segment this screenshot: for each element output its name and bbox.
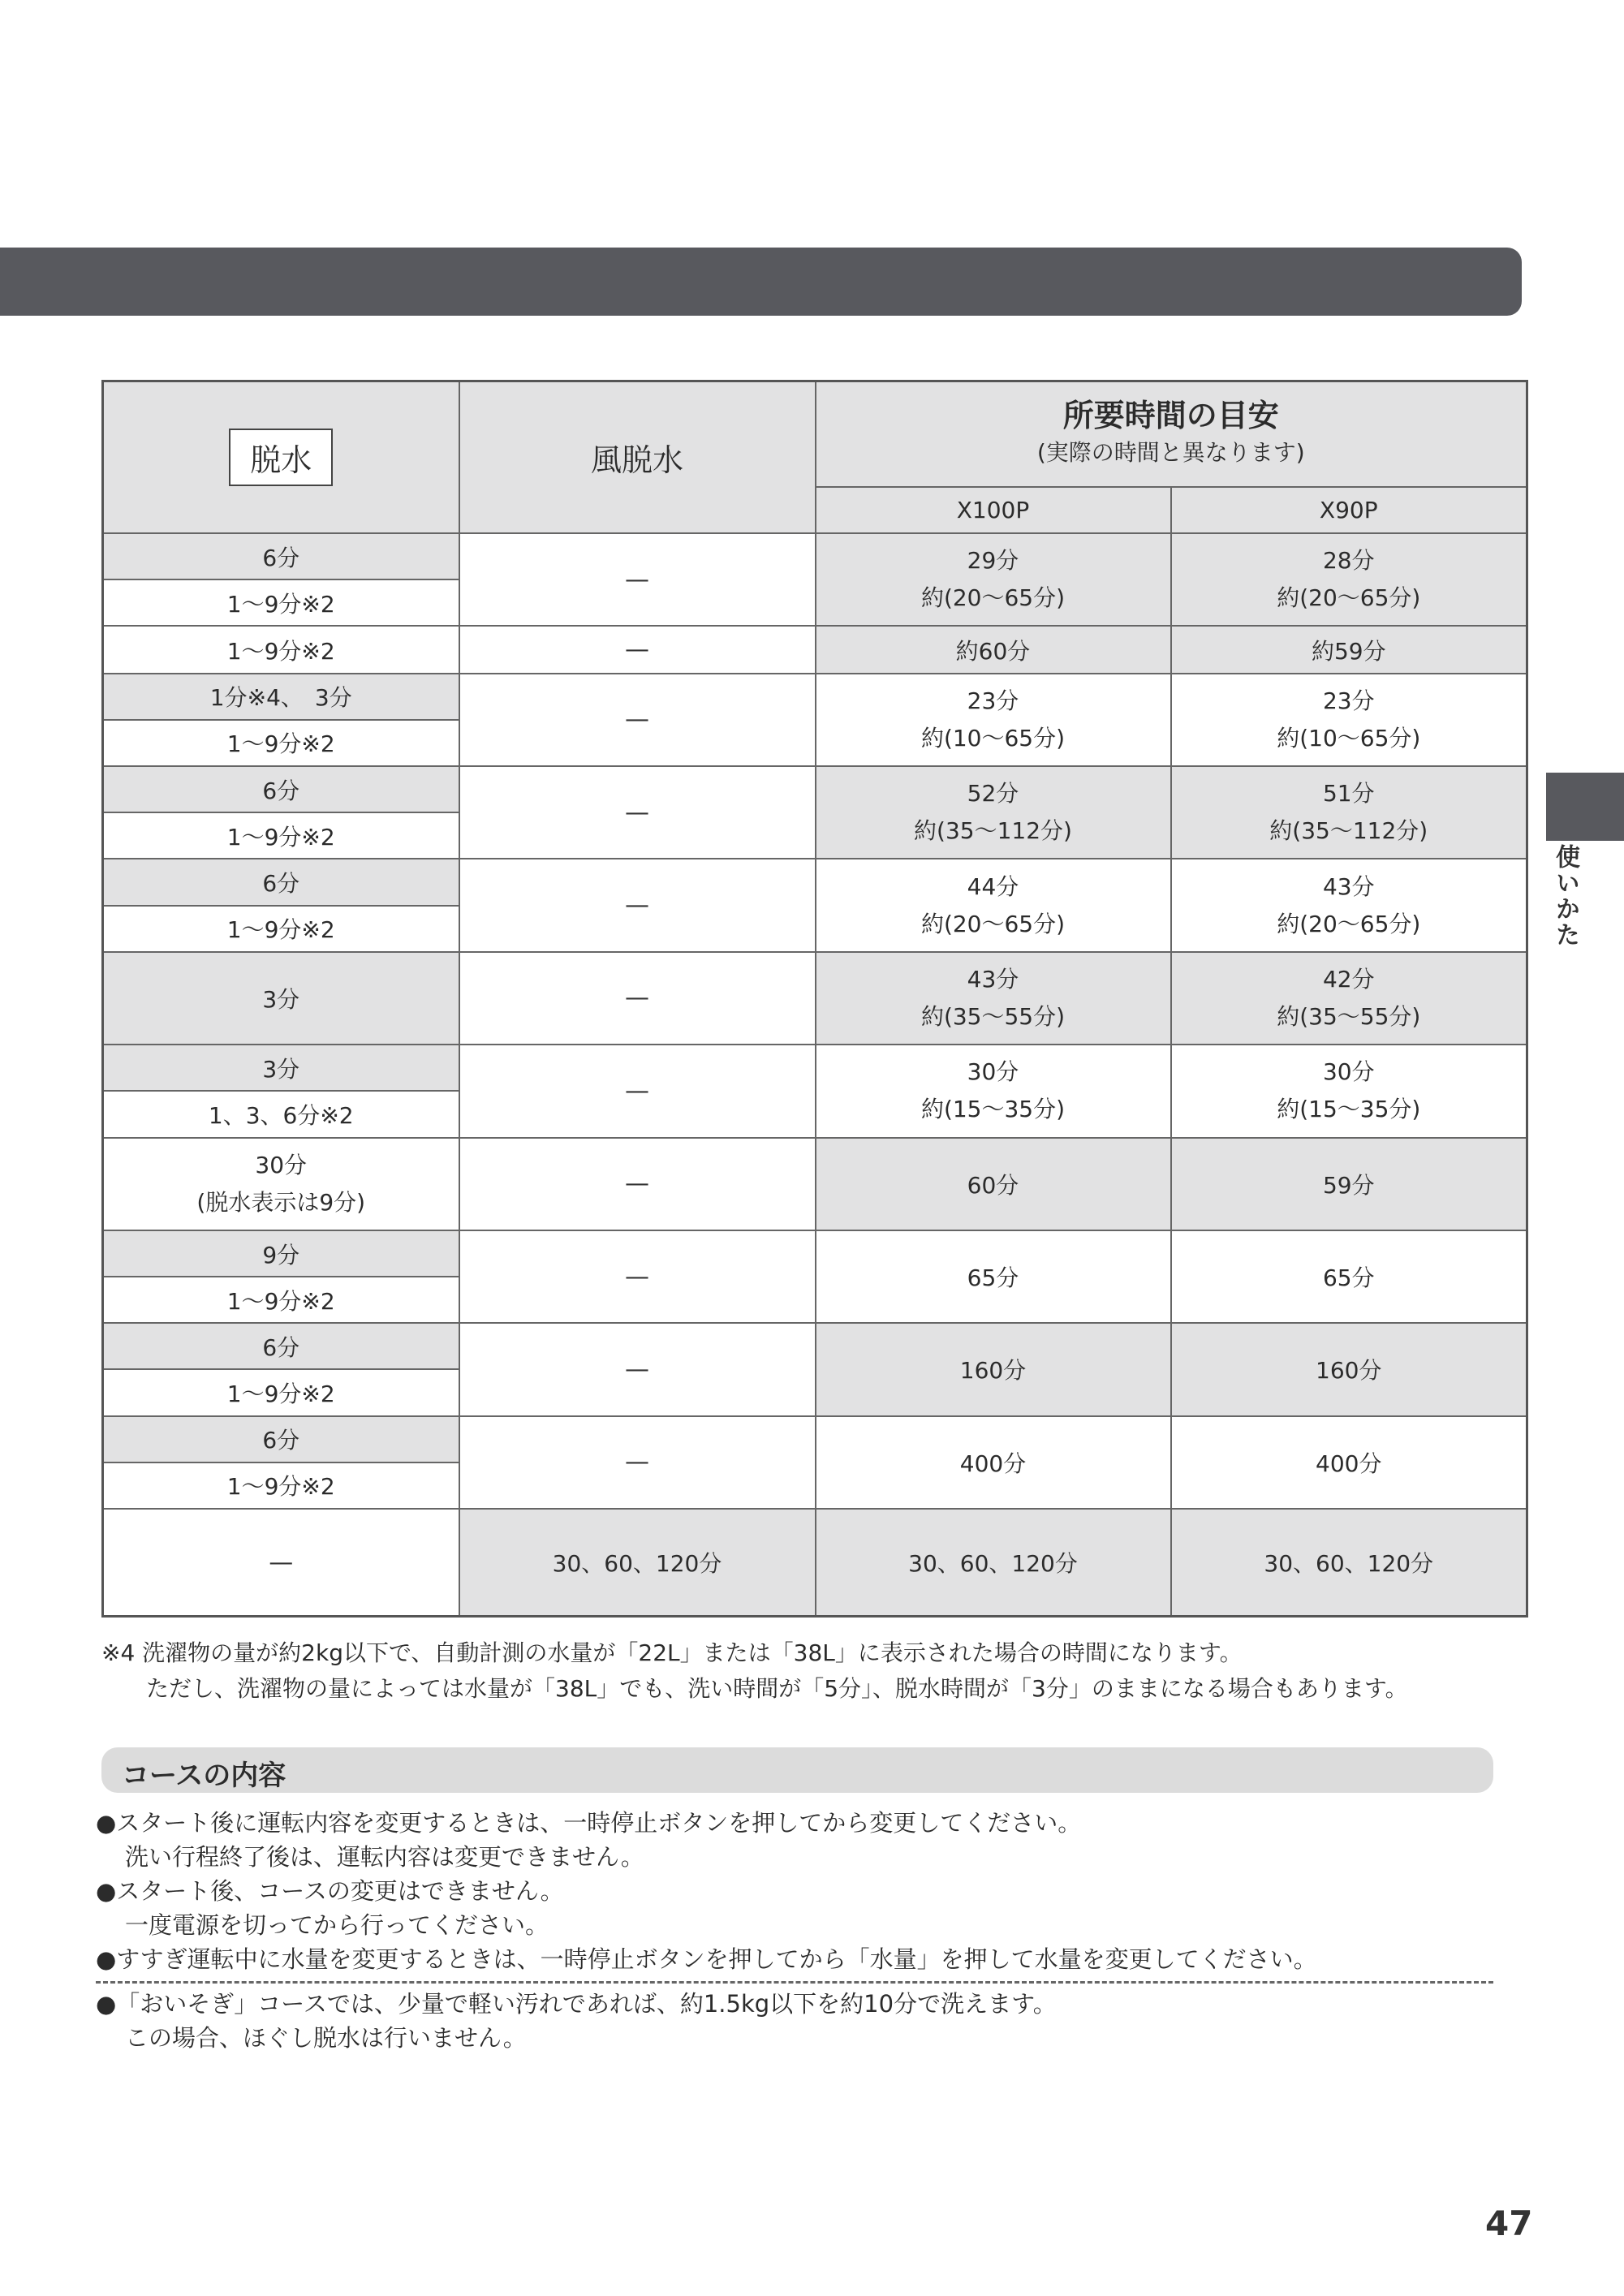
time-cell-x90p	[1171, 952, 1527, 1045]
spin-cell: 1〜9分※2	[103, 906, 459, 952]
wind-cell: —	[459, 674, 816, 766]
bullet-continuation: 洗い行程終了後は、運転内容は変更できません。	[125, 1843, 644, 1871]
footnote-4	[101, 1635, 1546, 1707]
header-bar	[0, 248, 1522, 316]
spin-cell: 1〜9分※2	[103, 720, 459, 766]
header-time-title: 所要時間の目安	[1062, 397, 1279, 433]
time-range: 約(35〜55分)	[920, 1002, 1066, 1030]
spin-cell: 1〜9分※2	[103, 1369, 459, 1415]
spin-cell: 1〜9分※2	[103, 1277, 459, 1323]
header-model-x90p: X90P	[1171, 487, 1527, 533]
side-tab-label: 使いかた	[1551, 844, 1579, 948]
page-number: 47	[1485, 2203, 1533, 2243]
spin-cell: 1〜9分※2	[103, 1462, 459, 1509]
time-value: 43分	[967, 965, 1019, 993]
spin-cell: 3分	[103, 952, 459, 1045]
time-cell-x100p	[816, 1045, 1171, 1137]
time-cell-x100p	[816, 674, 1171, 766]
time-cell-x90p	[1171, 859, 1527, 951]
wind-cell: —	[459, 533, 816, 626]
course-notes	[96, 1806, 1524, 2055]
footnote-4-line1: ※4 洗濯物の量が約2kg以下で、自動計測の水量が「22L」または「38L」に表示された場合の時間になります。	[101, 1639, 1243, 1666]
time-cell-x100p	[816, 766, 1171, 859]
time-cell-x90p	[1171, 766, 1527, 859]
time-value: 23分	[1322, 687, 1375, 714]
spin-cell: 9分	[103, 1230, 459, 1277]
time-cell-x100p	[816, 859, 1171, 951]
time-cell-x100p: 65分	[816, 1230, 1171, 1323]
header-wind-dry: 風脱水	[459, 381, 816, 534]
wind-cell: —	[459, 626, 816, 673]
time-cell-x100p: 60分	[816, 1138, 1171, 1230]
time-value: 43分	[1322, 872, 1375, 900]
spin-cell: 6分	[103, 1416, 459, 1462]
wind-cell: —	[459, 859, 816, 951]
time-value: 51分	[1322, 780, 1375, 808]
section-title: コースの内容	[122, 1760, 286, 1792]
time-value: 30分	[967, 1058, 1019, 1086]
time-cell-x100p: 400分	[816, 1416, 1171, 1509]
spin-cell: 6分	[103, 859, 459, 905]
spin-value: 30分	[255, 1151, 308, 1178]
time-range: 約(20〜65分)	[1277, 910, 1421, 937]
spin-cell: 6分	[103, 766, 459, 812]
time-value: 52分	[967, 780, 1019, 808]
time-range: 約(20〜65分)	[920, 910, 1066, 937]
time-cell-x100p: 約60分	[816, 626, 1171, 673]
time-value: 29分	[967, 547, 1019, 575]
bullet-continuation: 一度電源を切ってから行ってください。	[125, 1911, 549, 1939]
spin-cell: 1、3、6分※2	[103, 1091, 459, 1137]
spin-cell: 1分※4、 3分	[103, 674, 459, 720]
time-cell-x90p	[1171, 1045, 1527, 1137]
side-tab	[1546, 773, 1624, 841]
header-spin-label: 脱水	[229, 429, 333, 486]
spin-cell: 6分	[103, 533, 459, 579]
wind-cell: —	[459, 1045, 816, 1137]
time-cell-x90p: 約59分	[1171, 626, 1527, 673]
time-range: 約(35〜112分)	[1269, 817, 1428, 845]
header-model-x100p: X100P	[816, 487, 1171, 533]
header-spin	[103, 381, 459, 534]
time-cell-x90p: 30、60、120分	[1171, 1509, 1527, 1616]
time-cell-x90p	[1171, 533, 1527, 626]
time-range: 約(10〜65分)	[920, 724, 1066, 752]
course-time-table	[101, 380, 1528, 1618]
time-cell-x90p: 160分	[1171, 1323, 1527, 1415]
wind-cell: —	[459, 766, 816, 859]
wind-cell: —	[459, 1416, 816, 1509]
spin-cell: 1〜9分※2	[103, 626, 459, 673]
spin-cell: 1〜9分※2	[103, 579, 459, 626]
time-range: 約(35〜55分)	[1277, 1002, 1421, 1030]
section-header-bar	[101, 1747, 1493, 1793]
time-cell-x100p	[816, 533, 1171, 626]
spin-cell: 3分	[103, 1045, 459, 1091]
bullet-item: ●「おいそぎ」コースでは、少量で軽い汚れであれば、約1.5kg以下を約10分で洗えます。	[96, 1990, 1057, 2018]
spin-cell: 6分	[103, 1323, 459, 1369]
bullet-item: ●スタート後に運転内容を変更するときは、一時停止ボタンを押してから変更してください。	[96, 1809, 1082, 1837]
bullet-item: ●すすぎ運転中に水量を変更するときは、一時停止ボタンを押してから「水量」を押して水量を変更してください。	[96, 1945, 1317, 1973]
time-value: 30分	[1322, 1058, 1375, 1086]
time-cell-x100p	[816, 952, 1171, 1045]
time-cell-x100p: 30、60、120分	[816, 1509, 1171, 1616]
time-range: 約(35〜112分)	[914, 817, 1072, 845]
time-range: 約(15〜35分)	[1277, 1096, 1421, 1123]
spin-cell	[103, 1138, 459, 1230]
spin-cell: 1〜9分※2	[103, 812, 459, 859]
time-range: 約(20〜65分)	[920, 584, 1066, 612]
time-value: 28分	[1322, 547, 1375, 575]
wind-cell: 30、60、120分	[459, 1509, 816, 1616]
time-cell-x90p: 65分	[1171, 1230, 1527, 1323]
time-cell-x100p: 160分	[816, 1323, 1171, 1415]
time-cell-x90p: 400分	[1171, 1416, 1527, 1509]
wind-cell: —	[459, 1230, 816, 1323]
time-value: 23分	[967, 687, 1019, 714]
wind-cell: —	[459, 1323, 816, 1415]
time-cell-x90p	[1171, 674, 1527, 766]
spin-display-note: (脱水表示は9分)	[196, 1188, 366, 1216]
time-value: 42分	[1322, 965, 1375, 993]
header-time-estimate	[816, 381, 1527, 487]
time-range: 約(15〜35分)	[920, 1096, 1066, 1123]
bullet-item: ●スタート後、コースの変更はできません。	[96, 1877, 564, 1905]
time-range: 約(20〜65分)	[1277, 584, 1421, 612]
time-value: 44分	[967, 872, 1019, 900]
wind-cell: —	[459, 1138, 816, 1230]
bullet-continuation: この場合、ほぐし脱水は行いません。	[125, 2024, 527, 2052]
wind-cell: —	[459, 952, 816, 1045]
time-cell-x90p: 59分	[1171, 1138, 1527, 1230]
header-time-subtitle: (実際の時間と異なります)	[1036, 438, 1305, 466]
time-range: 約(10〜65分)	[1277, 724, 1421, 752]
footnote-4-line2: ただし、洗濯物の量によっては水量が「38L」でも、洗い時間が「5分」、脱水時間が「3分」のままになる場合もあります。	[146, 1675, 1408, 1702]
dashed-divider	[96, 1981, 1493, 1984]
spin-cell: —	[103, 1509, 459, 1616]
